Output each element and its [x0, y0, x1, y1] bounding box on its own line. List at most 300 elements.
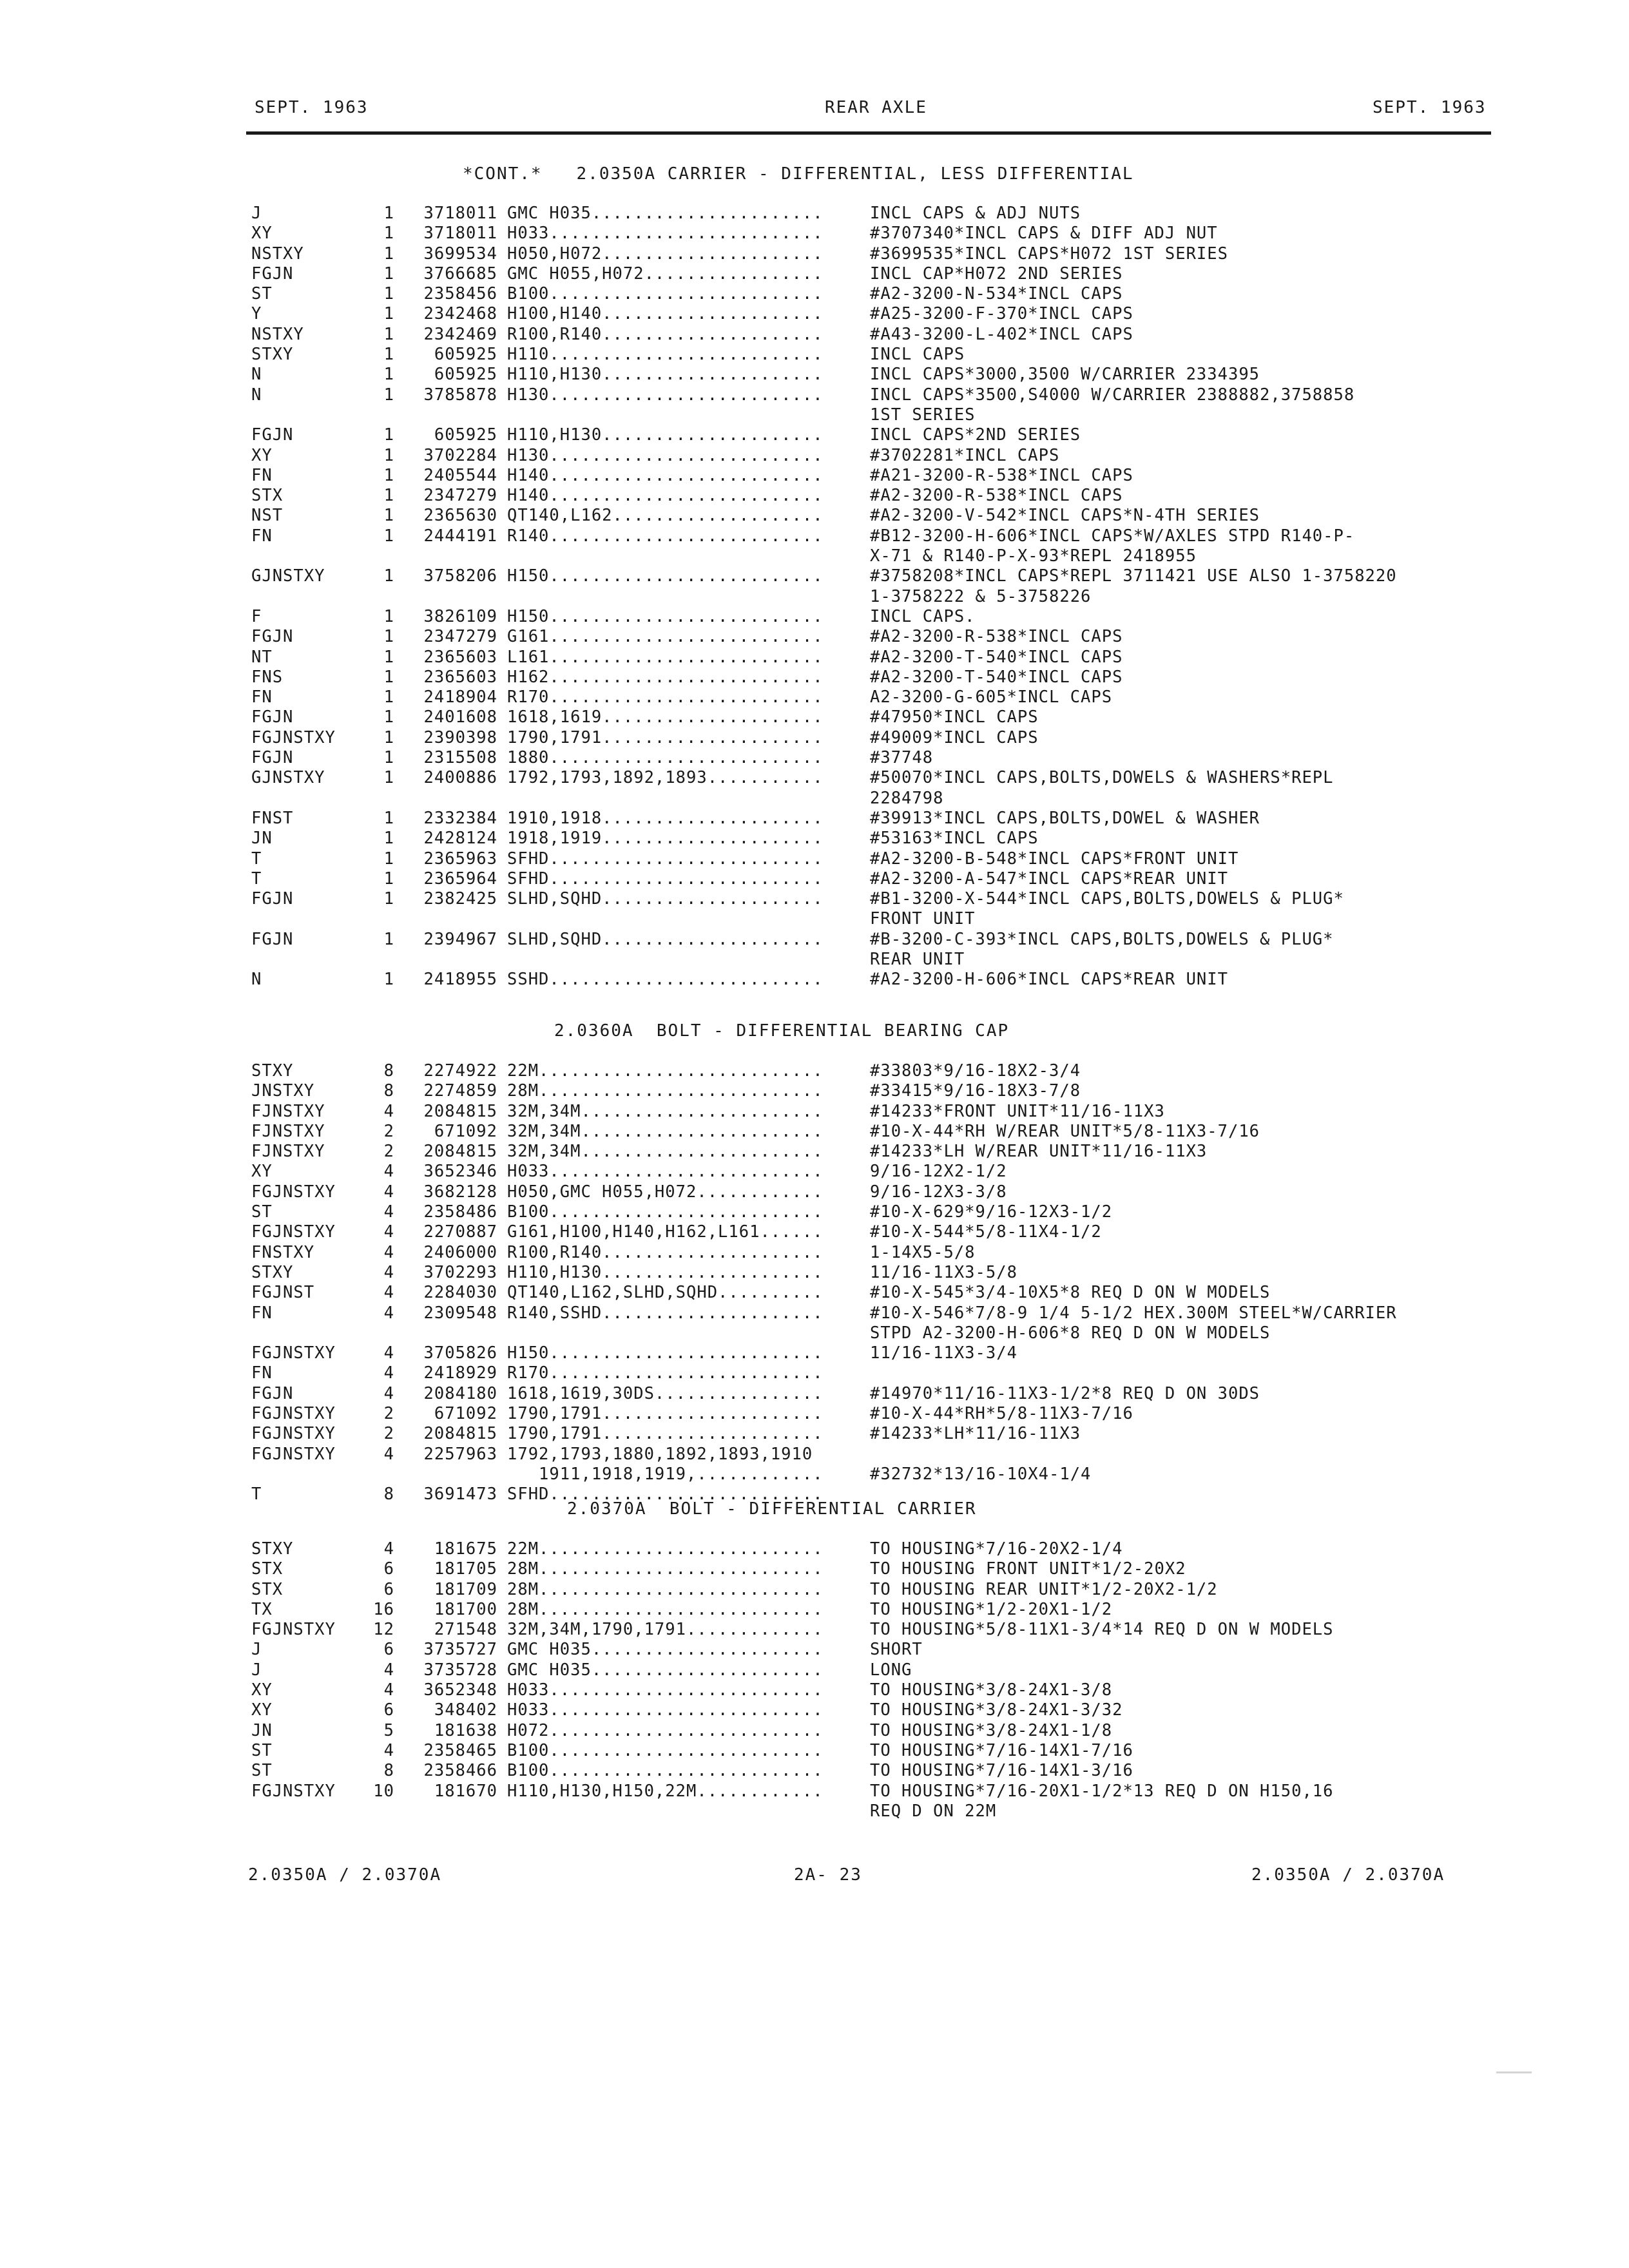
table-row — [0, 506, 1629, 526]
remarks: INCL CAPS*3000,3500 W/CARRIER 2334395 — [870, 365, 1260, 385]
remarks: FRONT UNIT — [870, 909, 976, 929]
remarks: 11/16-11X3-5/8 — [870, 1262, 1017, 1282]
application: B100.......................... — [507, 284, 824, 304]
part-number: 605925 — [434, 345, 497, 365]
quantity: 8 — [383, 1061, 394, 1081]
part-number: 2347279 — [423, 486, 497, 506]
table-row — [0, 566, 1629, 586]
part-number: 2365630 — [423, 506, 497, 526]
quantity: 6 — [383, 1579, 394, 1599]
application: H110,H130..................... — [507, 365, 824, 385]
header-title: REAR AXLE — [825, 98, 927, 117]
part-number: 2257963 — [423, 1444, 497, 1464]
quantity: 1 — [383, 829, 394, 849]
part-number: 2284030 — [423, 1283, 497, 1303]
part-number: 2332384 — [423, 808, 497, 828]
section-title-bearing-cap-bolt: 2.0360A BOLT - DIFFERENTIAL BEARING CAP — [554, 1021, 1010, 1041]
table-row — [0, 1600, 1629, 1620]
part-number: 605925 — [434, 365, 497, 385]
application: H050,H072..................... — [507, 244, 824, 264]
model-code: FGJNSTXY — [251, 1222, 336, 1242]
application: 28M........................... — [507, 1599, 824, 1619]
quantity: 1 — [383, 849, 394, 869]
table-row — [0, 1404, 1629, 1424]
header-date-right: SEPT. 1963 — [1373, 98, 1487, 117]
part-number: 2365603 — [423, 667, 497, 687]
remarks: #14233*LH*11/16-11X3 — [870, 1424, 1081, 1444]
quantity: 1 — [383, 707, 394, 727]
application: SSHD.......................... — [507, 970, 824, 990]
application: H110,H130,H150,22M............ — [507, 1781, 824, 1801]
section-bearing-cap-bolt-rows — [0, 1061, 1629, 1505]
remarks: #14970*11/16-11X3-1/2*8 REQ D ON 30DS — [870, 1383, 1260, 1403]
part-number: 2084180 — [423, 1383, 497, 1403]
model-code: XY — [251, 1700, 273, 1720]
part-number: 2400886 — [423, 768, 497, 788]
table-row — [0, 748, 1629, 768]
model-code: STXY — [251, 1061, 294, 1081]
application: H110.......................... — [507, 345, 824, 365]
part-number: 3702293 — [423, 1262, 497, 1282]
model-code: FGJN — [251, 707, 294, 727]
model-code: FNSTXY — [251, 1242, 315, 1262]
quantity: 12 — [373, 1620, 394, 1640]
section-carrier-bolt-rows — [0, 1539, 1629, 1821]
quantity: 2 — [383, 1142, 394, 1162]
application: 1790,1791..................... — [507, 727, 824, 747]
remarks: #53163*INCL CAPS — [870, 829, 1039, 849]
remarks: #39913*INCL CAPS,BOLTS,DOWEL & WASHER — [870, 808, 1260, 828]
remarks: #A43-3200-L-402*INCL CAPS — [870, 324, 1133, 344]
quantity: 4 — [383, 1242, 394, 1262]
table-row — [0, 1424, 1629, 1444]
application: 1918,1919..................... — [507, 829, 824, 849]
remarks: #A2-3200-T-540*INCL CAPS — [870, 647, 1123, 667]
model-code: ST — [251, 1761, 273, 1781]
model-code: J — [251, 204, 262, 223]
application: R100,R140..................... — [507, 1242, 824, 1262]
remarks: TO HOUSING FRONT UNIT*1/2-20X2 — [870, 1559, 1186, 1579]
model-code: N — [251, 385, 262, 405]
remarks: 9/16-12X3-3/8 — [870, 1182, 1007, 1202]
model-code: FN — [251, 1363, 273, 1383]
table-row — [0, 1283, 1629, 1303]
footer-page-number: 2A- 23 — [794, 1865, 862, 1885]
part-number: 2418929 — [423, 1363, 497, 1383]
application: H072.......................... — [507, 1720, 824, 1740]
quantity: 1 — [383, 365, 394, 385]
model-code: NSTXY — [251, 244, 304, 264]
table-row — [0, 1303, 1629, 1323]
part-number: 3758206 — [423, 566, 497, 586]
table-row — [0, 1741, 1629, 1761]
remarks: #B12-3200-H-606*INCL CAPS*W/AXLES STPD R140-P- — [870, 526, 1355, 546]
table-row — [0, 1721, 1629, 1741]
model-code: STXY — [251, 1262, 294, 1282]
table-row — [0, 405, 1629, 425]
model-code: F — [251, 606, 262, 626]
table-row — [0, 950, 1629, 970]
application: 1910,1918..................... — [507, 808, 824, 828]
quantity: 16 — [373, 1599, 394, 1619]
quantity: 4 — [383, 1539, 394, 1559]
remarks: INCL CAPS. — [870, 606, 976, 626]
header-date-left: SEPT. 1963 — [255, 98, 369, 117]
part-number: 2401608 — [423, 707, 497, 727]
section-carrier-rows — [0, 204, 1629, 990]
table-row — [0, 849, 1629, 869]
quantity: 2 — [383, 1404, 394, 1424]
quantity: 4 — [383, 1283, 394, 1303]
remarks: #10-X-44*RH*5/8-11X3-7/16 — [870, 1404, 1133, 1424]
table-row — [0, 707, 1629, 727]
remarks: 11/16-11X3-3/4 — [870, 1343, 1017, 1363]
remarks: REQ D ON 22M — [870, 1801, 997, 1821]
part-number: 3826109 — [423, 606, 497, 626]
part-number: 2084815 — [423, 1101, 497, 1121]
application: H110,H130..................... — [507, 425, 824, 445]
application: H150.......................... — [507, 606, 824, 626]
model-code: TX — [251, 1599, 273, 1619]
application: R170.......................... — [507, 687, 824, 707]
table-row — [0, 264, 1629, 284]
model-code: XY — [251, 445, 273, 465]
application: H162.......................... — [507, 667, 824, 687]
remarks: #32732*13/16-10X4-1/4 — [870, 1464, 1092, 1484]
table-row — [0, 385, 1629, 405]
table-row — [0, 1680, 1629, 1700]
table-row — [0, 1660, 1629, 1680]
model-code: J — [251, 1660, 262, 1680]
remarks: #A2-3200-T-540*INCL CAPS — [870, 667, 1123, 687]
application: H110,H130..................... — [507, 1262, 824, 1282]
model-code: FGJNSTXY — [251, 727, 336, 747]
part-number: 181709 — [434, 1579, 497, 1599]
header-rule — [246, 131, 1491, 135]
remarks: #A2-3200-N-534*INCL CAPS — [870, 284, 1123, 304]
model-code: FGJN — [251, 748, 294, 768]
model-code: FGJNSTXY — [251, 1343, 336, 1363]
quantity: 1 — [383, 889, 394, 909]
remarks: #14233*FRONT UNIT*11/16-11X3 — [870, 1101, 1165, 1121]
table-row — [0, 1761, 1629, 1781]
application: 1880.......................... — [507, 748, 824, 768]
part-number: 2084815 — [423, 1424, 497, 1444]
part-number: 2315508 — [423, 748, 497, 768]
application: H130.......................... — [507, 385, 824, 405]
model-code: STX — [251, 1559, 284, 1579]
application: 32M,34M,1790,1791............. — [507, 1620, 824, 1640]
model-code: FN — [251, 465, 273, 485]
part-number: 2365963 — [423, 849, 497, 869]
remarks: TO HOUSING*5/8-11X1-3/4*14 REQ D ON W MODELS — [870, 1620, 1334, 1640]
quantity: 1 — [383, 970, 394, 990]
application: H033.......................... — [507, 224, 824, 244]
remarks: #A2-3200-H-606*INCL CAPS*REAR UNIT — [870, 970, 1228, 990]
remarks: TO HOUSING*7/16-14X1-3/16 — [870, 1761, 1133, 1781]
application: 32M,34M....................... — [507, 1121, 824, 1141]
quantity: 4 — [383, 1363, 394, 1383]
remarks: #14233*LH W/REAR UNIT*11/16-11X3 — [870, 1142, 1208, 1162]
remarks: 1-3758222 & 5-3758226 — [870, 586, 1092, 606]
part-number: 2347279 — [423, 627, 497, 647]
table-row — [0, 1263, 1629, 1283]
table-row — [0, 224, 1629, 244]
model-code: FGJNSTXY — [251, 1424, 336, 1444]
remarks: TO HOUSING*3/8-24X1-3/8 — [870, 1680, 1113, 1700]
remarks: #A25-3200-F-370*INCL CAPS — [870, 304, 1133, 324]
application: SFHD.......................... — [507, 869, 824, 889]
part-number: 2405544 — [423, 465, 497, 485]
quantity: 4 — [383, 1101, 394, 1121]
remarks: REAR UNIT — [870, 949, 965, 969]
table-row — [0, 546, 1629, 566]
part-number: 181700 — [434, 1599, 497, 1619]
table-row — [0, 909, 1629, 929]
quantity: 8 — [383, 1761, 394, 1781]
part-number: 3785878 — [423, 385, 497, 405]
table-row — [0, 809, 1629, 829]
footer-section-ref-right: 2.0350A / 2.0370A — [1251, 1865, 1445, 1885]
remarks: #B-3200-C-393*INCL CAPS,BOLTS,DOWELS & PLUG* — [870, 929, 1334, 949]
model-code: J — [251, 1640, 262, 1660]
application: QT140,L162,SLHD,SQHD.......... — [507, 1283, 824, 1303]
quantity: 6 — [383, 1640, 394, 1660]
model-code: FN — [251, 526, 273, 546]
part-number: 2358456 — [423, 284, 497, 304]
model-code: NT — [251, 647, 273, 667]
quantity: 1 — [383, 445, 394, 465]
quantity: 4 — [383, 1740, 394, 1760]
quantity: 4 — [383, 1680, 394, 1700]
part-number: 3699534 — [423, 244, 497, 264]
quantity: 1 — [383, 304, 394, 324]
remarks: #10-X-546*7/8-9 1/4 5-1/2 HEX.300M STEEL*W/CARRIER — [870, 1303, 1397, 1323]
application: B100.......................... — [507, 1202, 824, 1222]
table-row — [0, 1465, 1629, 1485]
part-number: 181675 — [434, 1539, 497, 1559]
quantity: 1 — [383, 929, 394, 949]
quantity: 2 — [383, 1424, 394, 1444]
remarks: #49009*INCL CAPS — [870, 727, 1039, 747]
application: H050,GMC H055,H072............ — [507, 1182, 824, 1202]
quantity: 4 — [383, 1162, 394, 1182]
part-number: 2365964 — [423, 869, 497, 889]
table-row — [0, 1222, 1629, 1242]
table-row — [0, 1445, 1629, 1465]
quantity: 1 — [383, 667, 394, 687]
model-code: FGJNSTXY — [251, 1404, 336, 1424]
remarks: #50070*INCL CAPS,BOLTS,DOWELS & WASHERS*REPL — [870, 768, 1334, 788]
part-number: 2365603 — [423, 647, 497, 667]
remarks: INCL CAPS*2ND SERIES — [870, 425, 1081, 445]
model-code: T — [251, 869, 262, 889]
quantity: 4 — [383, 1303, 394, 1323]
part-number: 181638 — [434, 1720, 497, 1740]
remarks: #10-X-544*5/8-11X4-1/2 — [870, 1222, 1102, 1242]
table-row — [0, 304, 1629, 324]
part-number: 2394967 — [423, 929, 497, 949]
table-row — [0, 1580, 1629, 1600]
part-number: 3718011 — [423, 224, 497, 244]
table-row — [0, 446, 1629, 466]
application: GMC H035...................... — [507, 1660, 824, 1680]
table-row — [0, 1122, 1629, 1142]
application: R170.......................... — [507, 1363, 824, 1383]
application: R100,R140..................... — [507, 324, 824, 344]
part-number: 181670 — [434, 1781, 497, 1801]
part-number: 3735728 — [423, 1660, 497, 1680]
part-number: 3702284 — [423, 445, 497, 465]
part-number: 3718011 — [423, 204, 497, 223]
table-row — [0, 1363, 1629, 1383]
model-code: FNST — [251, 808, 294, 828]
table-row — [0, 1539, 1629, 1559]
table-row — [0, 1142, 1629, 1162]
remarks: INCL CAPS*3500,S4000 W/CARRIER 2388882,3758858 — [870, 385, 1355, 405]
model-code: GJNSTXY — [251, 768, 325, 788]
part-number: 3682128 — [423, 1182, 497, 1202]
application: 28M........................... — [507, 1081, 824, 1101]
table-row — [0, 728, 1629, 748]
model-code: STXY — [251, 1539, 294, 1559]
quantity: 1 — [383, 284, 394, 304]
table-row — [0, 1102, 1629, 1122]
table-row — [0, 345, 1629, 365]
part-number: 2309548 — [423, 1303, 497, 1323]
table-row — [0, 889, 1629, 909]
table-row — [0, 607, 1629, 627]
model-code: JNSTXY — [251, 1081, 315, 1101]
application: H130.......................... — [507, 445, 824, 465]
table-row — [0, 1202, 1629, 1222]
model-code: FNS — [251, 667, 284, 687]
part-number: 3735727 — [423, 1640, 497, 1660]
quantity: 1 — [383, 385, 394, 405]
section-title-carrier: *CONT.* 2.0350A CARRIER - DIFFERENTIAL, LESS DIFFERENTIAL — [463, 164, 1134, 184]
remarks: #33415*9/16-18X3-7/8 — [870, 1081, 1081, 1101]
model-code: Y — [251, 304, 262, 324]
quantity: 6 — [383, 1559, 394, 1579]
table-row — [0, 829, 1629, 849]
model-code: FGJN — [251, 929, 294, 949]
remarks: #A21-3200-R-538*INCL CAPS — [870, 465, 1133, 485]
table-row — [0, 970, 1629, 990]
part-number: 2418904 — [423, 687, 497, 707]
remarks: 2284798 — [870, 788, 944, 808]
table-row — [0, 365, 1629, 385]
application: H033.......................... — [507, 1162, 824, 1182]
table-row — [0, 466, 1629, 486]
application: SFHD.......................... — [507, 1485, 824, 1504]
application: 1618,1619..................... — [507, 707, 824, 727]
part-number: 348402 — [434, 1700, 497, 1720]
quantity: 8 — [383, 1081, 394, 1101]
model-code: FGJN — [251, 1383, 294, 1403]
model-code: FGJN — [251, 264, 294, 284]
part-number: 2358486 — [423, 1202, 497, 1222]
table-row — [0, 1182, 1629, 1202]
application: H100,H140..................... — [507, 304, 824, 324]
application: QT140,L162.................... — [507, 506, 824, 526]
remarks: #3707340*INCL CAPS & DIFF ADJ NUT — [870, 224, 1218, 244]
table-row — [0, 284, 1629, 304]
remarks: INCL CAP*H072 2ND SERIES — [870, 264, 1123, 284]
model-code: FJNSTXY — [251, 1142, 325, 1162]
remarks: #10-X-629*9/16-12X3-1/2 — [870, 1202, 1113, 1222]
remarks: #37748 — [870, 748, 934, 768]
application: L161.......................... — [507, 647, 824, 667]
application: 22M........................... — [507, 1061, 824, 1081]
quantity: 1 — [383, 425, 394, 445]
remarks: 1-14X5-5/8 — [870, 1242, 976, 1262]
model-code: GJNSTXY — [251, 566, 325, 586]
application: GMC H035...................... — [507, 204, 824, 223]
part-number: 3766685 — [423, 264, 497, 284]
table-row — [0, 1061, 1629, 1081]
table-row — [0, 768, 1629, 788]
quantity: 1 — [383, 244, 394, 264]
model-code: JN — [251, 1720, 273, 1740]
table-row — [0, 1640, 1629, 1660]
quantity: 2 — [383, 1121, 394, 1141]
part-number: 2342469 — [423, 324, 497, 344]
quantity: 1 — [383, 627, 394, 647]
model-code: ST — [251, 1202, 273, 1222]
quantity: 1 — [383, 869, 394, 889]
quantity: 8 — [383, 1485, 394, 1504]
table-row — [0, 1802, 1629, 1821]
application: H033.......................... — [507, 1700, 824, 1720]
model-code: FGJNSTXY — [251, 1444, 336, 1464]
quantity: 1 — [383, 345, 394, 365]
quantity: 4 — [383, 1343, 394, 1363]
section-title-carrier-bolt: 2.0370A BOLT - DIFFERENTIAL CARRIER — [567, 1499, 977, 1519]
table-row — [0, 1384, 1629, 1404]
application: SLHD,SQHD..................... — [507, 889, 824, 909]
application: 32M,34M....................... — [507, 1142, 824, 1162]
remarks: A2-3200-G-605*INCL CAPS — [870, 687, 1113, 707]
remarks: #3758208*INCL CAPS*REPL 3711421 USE ALSO 1-3758220 — [870, 566, 1397, 586]
part-number: 2274859 — [423, 1081, 497, 1101]
table-row — [0, 668, 1629, 687]
remarks: TO HOUSING*7/16-20X1-1/2*13 REQ D ON H150,16 — [870, 1781, 1334, 1801]
application: GMC H035...................... — [507, 1640, 824, 1660]
table-row — [0, 627, 1629, 647]
part-number: 3705826 — [423, 1343, 497, 1363]
table-row — [0, 687, 1629, 707]
model-code: XY — [251, 224, 273, 244]
remarks: SHORT — [870, 1640, 923, 1660]
model-code: FN — [251, 1303, 273, 1323]
remarks: INCL CAPS & ADJ NUTS — [870, 204, 1081, 223]
model-code: FGJN — [251, 889, 294, 909]
part-number: 2358466 — [423, 1761, 497, 1781]
application: 1790,1791..................... — [507, 1404, 824, 1424]
footer-section-ref-left: 2.0350A / 2.0370A — [248, 1865, 442, 1885]
model-code: T — [251, 849, 262, 869]
model-code: FJNSTXY — [251, 1101, 325, 1121]
scan-speck — [1496, 2071, 1532, 2073]
quantity: 1 — [383, 506, 394, 526]
remarks: #A2-3200-A-547*INCL CAPS*REAR UNIT — [870, 869, 1228, 889]
model-code: XY — [251, 1162, 273, 1182]
model-code: ST — [251, 284, 273, 304]
quantity: 4 — [383, 1383, 394, 1403]
part-number: 2406000 — [423, 1242, 497, 1262]
model-code: STXY — [251, 345, 294, 365]
model-code: FJNSTXY — [251, 1121, 325, 1141]
